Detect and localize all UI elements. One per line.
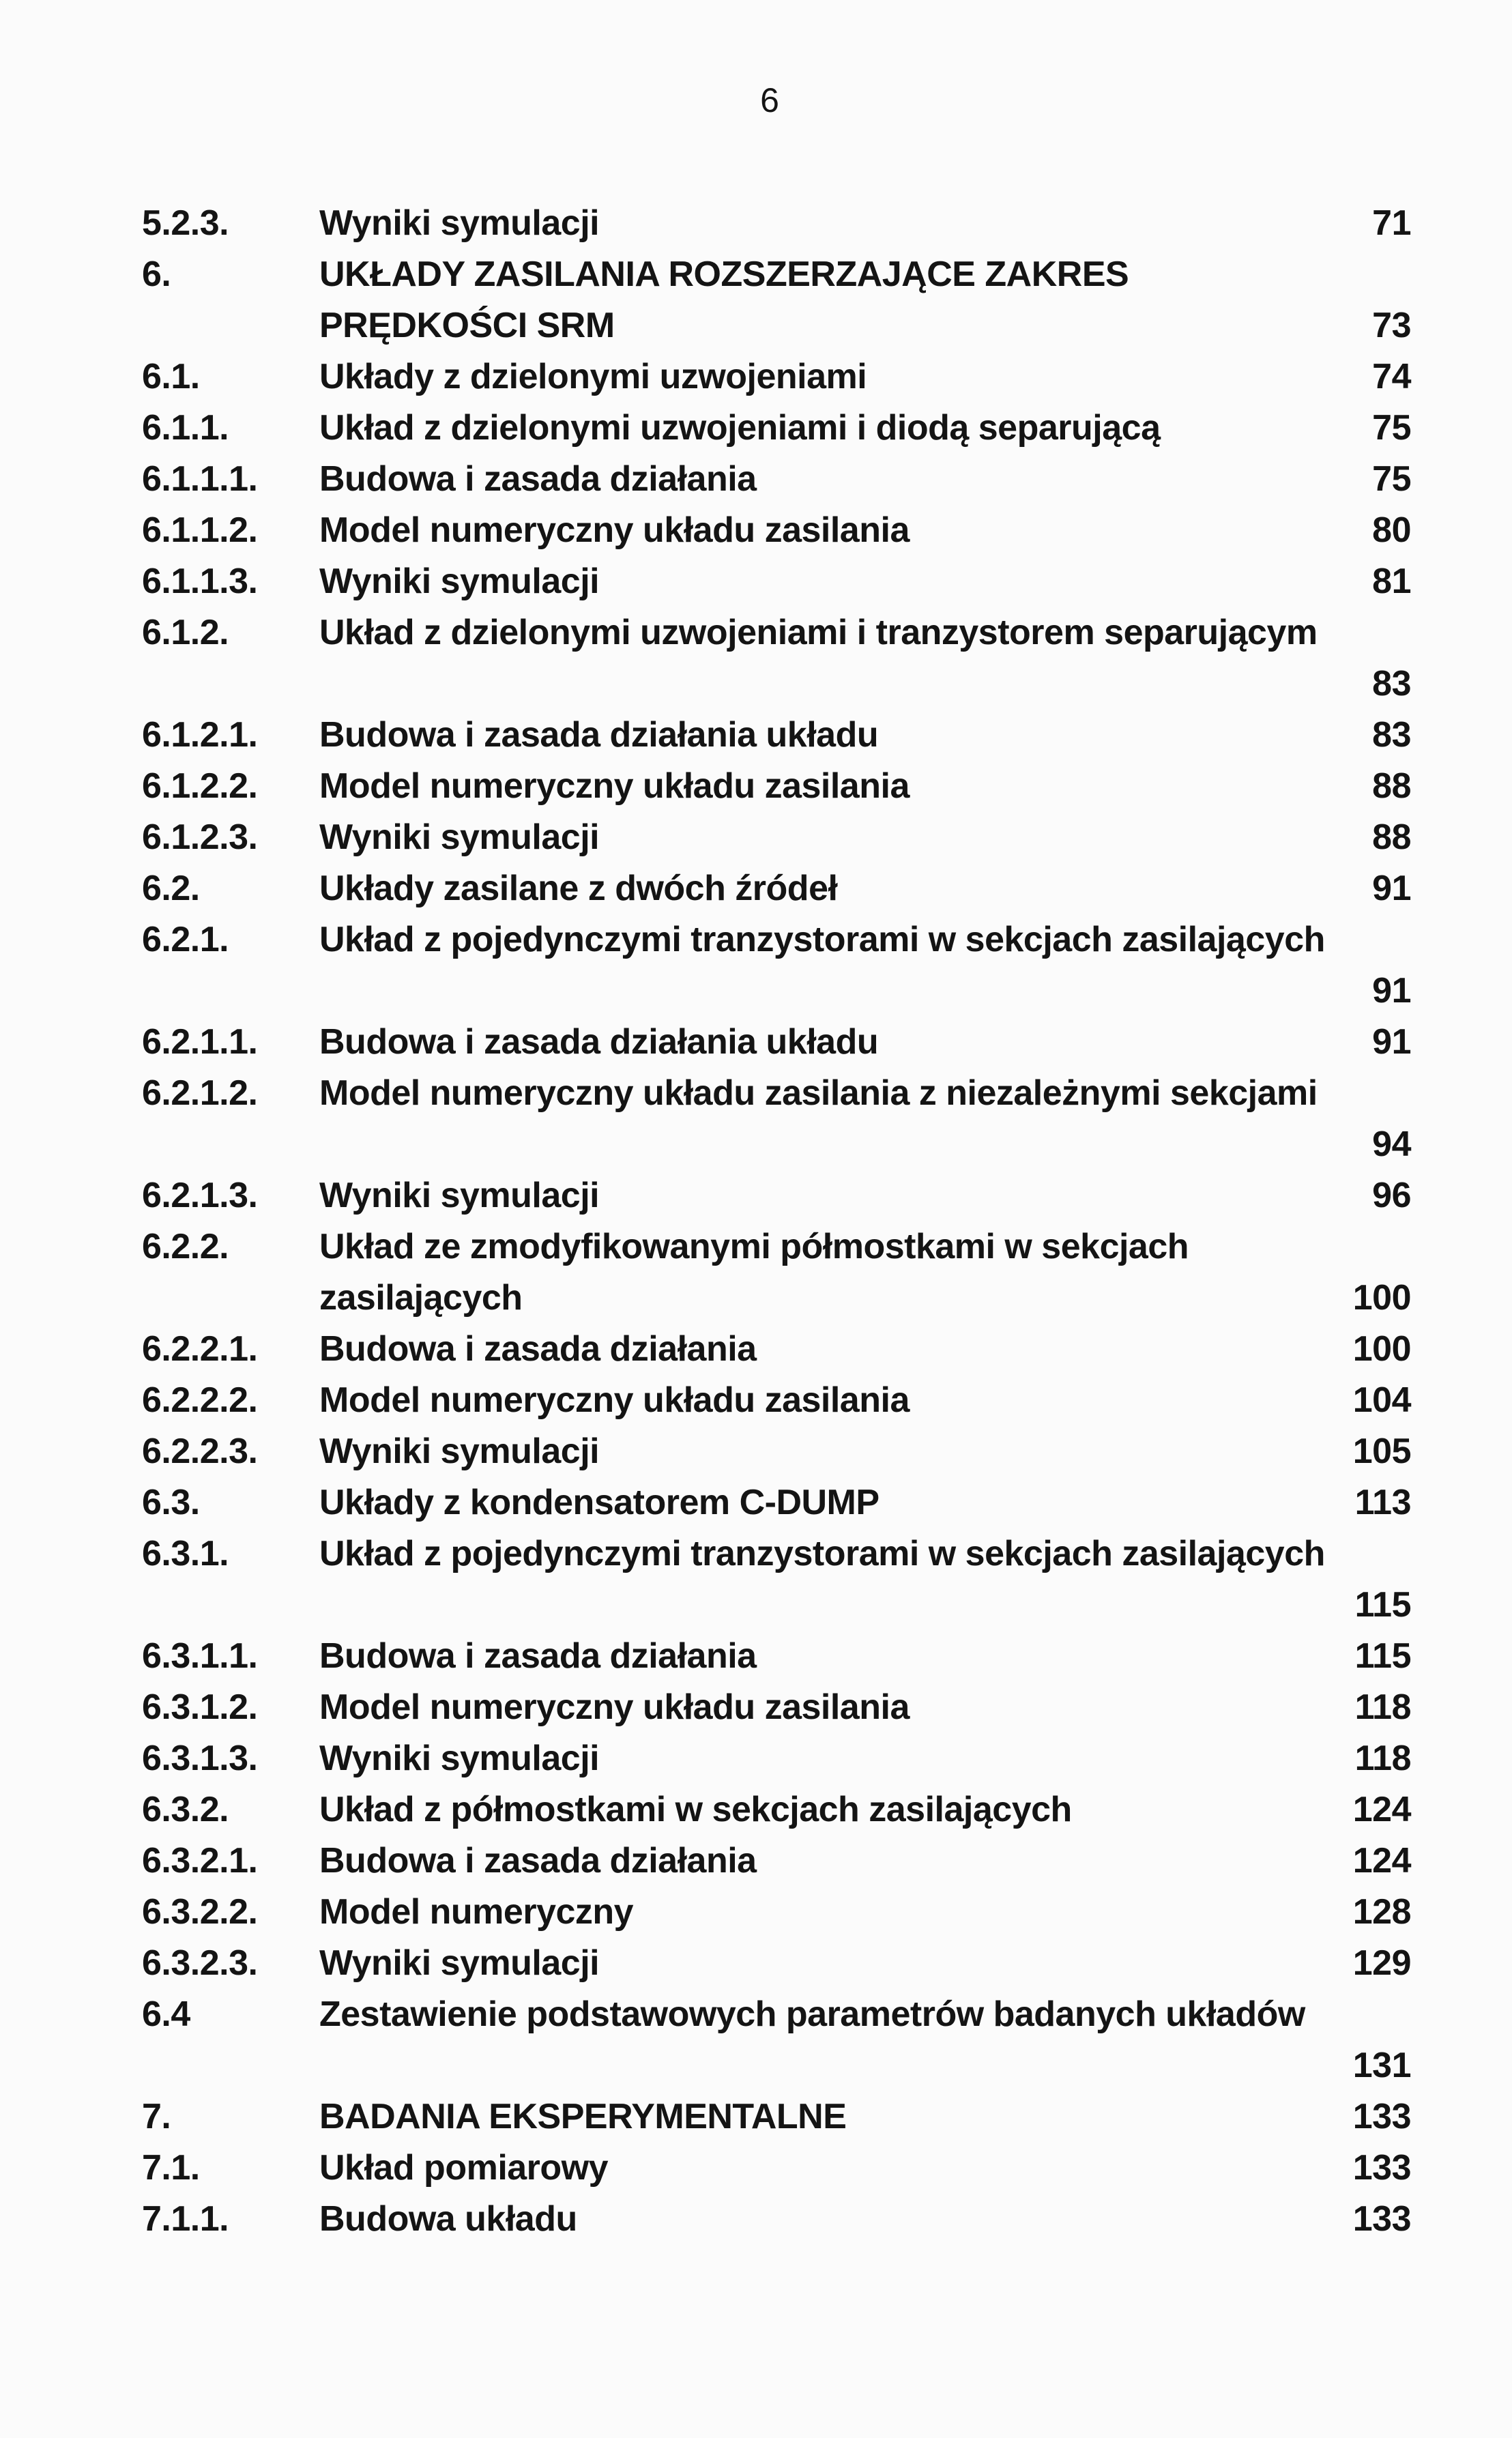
- toc-entry-page: 83: [1372, 664, 1411, 703]
- toc-entry-page: 133: [1352, 2148, 1411, 2188]
- toc-entry: [142, 2091, 1411, 2143]
- toc-entry-number: 6.1.: [142, 357, 200, 396]
- toc-entry-number: 7.: [142, 2097, 171, 2136]
- toc-entry: [142, 914, 1411, 1017]
- toc-entry-title: Układ z pojedynczymi tranzystorami w sekcjach zasilających: [319, 1534, 1325, 1573]
- toc-entry-page: 91: [1372, 869, 1411, 908]
- toc-entry-title: Budowa i zasada działania: [319, 1636, 757, 1676]
- toc-entry-number: 6.3.: [142, 1483, 200, 1522]
- toc-entry-title: Model numeryczny układu zasilania: [319, 510, 910, 550]
- toc-entry-number: 7.1.: [142, 2148, 200, 2188]
- toc-entry-title: Wyniki symulacji: [319, 1943, 600, 1983]
- toc-entry-number: 6.3.2.1.: [142, 1841, 258, 1881]
- toc-entry-title: BADANIA EKSPERYMENTALNE: [319, 2097, 847, 2136]
- toc-entry: [142, 1477, 1411, 1528]
- toc-entry-title: Model numeryczny układu zasilania: [319, 1687, 910, 1727]
- toc-entry-page: 133: [1352, 2199, 1411, 2239]
- toc-entry-title: Układ z półmostkami w sekcjach zasilających: [319, 1790, 1072, 1829]
- toc-entry-title: Wyniki symulacji: [319, 1739, 600, 1778]
- toc-entry-page: 115: [1354, 1636, 1411, 1676]
- toc-entry-number: 6.4: [142, 1994, 190, 2034]
- toc-entry-page: 91: [1372, 971, 1411, 1011]
- toc-entry-page: 81: [1372, 562, 1411, 601]
- toc-entry-number: 6.2.1.: [142, 920, 229, 959]
- toc-entry-page: 73: [1372, 306, 1411, 345]
- toc-entry: [142, 403, 1411, 454]
- toc-entry-page: 100: [1352, 1329, 1411, 1369]
- toc-entry-title: Układ ze zmodyfikowanymi półmostkami w sekcjach zasilających: [319, 1227, 1189, 1318]
- toc-entry-number: 6.2.2.3.: [142, 1432, 258, 1471]
- toc-entry-page: 115: [1354, 1585, 1411, 1625]
- toc-entry-page: 88: [1372, 817, 1411, 857]
- toc-entry-title: Wyniki symulacji: [319, 1176, 600, 1215]
- toc-entry-page: 100: [1352, 1278, 1411, 1318]
- toc-entry-page: 75: [1372, 459, 1411, 499]
- toc-entry-number: 6.3.2.: [142, 1790, 229, 1829]
- toc-entry-title: Model numeryczny: [319, 1892, 634, 1932]
- toc-entry: [142, 1528, 1411, 1631]
- toc-entry-title: Wyniki symulacji: [319, 562, 600, 601]
- toc-entry: [142, 2194, 1411, 2245]
- toc-entry-page: 91: [1372, 1022, 1411, 1062]
- toc-entry-page: 88: [1372, 766, 1411, 806]
- toc-entry-number: 6.1.2.1.: [142, 715, 258, 755]
- toc-entry-title: Budowa i zasada działania: [319, 1329, 757, 1369]
- toc-entry-title: Wyniki symulacji: [319, 203, 600, 243]
- toc-entry: [142, 607, 1411, 710]
- toc-entry-title: Układ z dzielonymi uzwojeniami i tranzystorem separującym: [319, 613, 1318, 652]
- toc-entry-number: 6.3.1.1.: [142, 1636, 258, 1676]
- toc-entry: [142, 1733, 1411, 1784]
- toc-entry: [142, 1938, 1411, 1989]
- toc-entry: [142, 1784, 1411, 1835]
- toc-entry-title: Wyniki symulacji: [319, 1432, 600, 1471]
- toc-entry-page: 133: [1352, 2097, 1411, 2136]
- toc-entry-title: Układ z dzielonymi uzwojeniami i diodą separującą: [319, 408, 1161, 448]
- toc-entry: [142, 2143, 1411, 2194]
- toc-entry-number: 6.3.2.2.: [142, 1892, 258, 1932]
- toc-entry-number: 6.2.: [142, 869, 200, 908]
- toc-entry-number: 6.1.2.: [142, 613, 229, 652]
- toc-entry-title: UKŁADY ZASILANIA ROZSZERZAJĄCE ZAKRES PRĘDKOŚCI SRM: [319, 255, 1129, 345]
- toc-entry-number: 6.2.1.2.: [142, 1073, 258, 1113]
- toc-entry-number: 6.2.2.: [142, 1227, 229, 1266]
- toc-entry: [142, 1426, 1411, 1477]
- page-number: 6: [760, 81, 779, 119]
- toc-entry: [142, 863, 1411, 914]
- toc-entry-number: 6.3.1.3.: [142, 1739, 258, 1778]
- toc-entry-page: 83: [1372, 715, 1411, 755]
- toc-entry: [142, 710, 1411, 761]
- toc-entry-number: 6.2.2.1.: [142, 1329, 258, 1369]
- toc-entry: [142, 505, 1411, 556]
- toc-entry: [142, 351, 1411, 403]
- toc-entry-title: Budowa i zasada działania: [319, 459, 757, 499]
- toc-entry: [142, 1682, 1411, 1733]
- toc-entry-title: Model numeryczny układu zasilania: [319, 1380, 910, 1420]
- toc-entry-title: Model numeryczny układu zasilania z niezależnymi sekcjami: [319, 1073, 1318, 1113]
- toc-entry-page: 129: [1352, 1943, 1411, 1983]
- toc-entry: [142, 812, 1411, 863]
- toc-entry-page: 128: [1352, 1892, 1411, 1932]
- toc-entry: [142, 1068, 1411, 1170]
- toc-entry-number: 6.1.2.2.: [142, 766, 258, 806]
- toc-entry-title: Układy z dzielonymi uzwojeniami: [319, 357, 867, 396]
- toc-entry: [142, 1170, 1411, 1221]
- toc-entry-number: 6.1.2.3.: [142, 817, 258, 857]
- toc-entry-title: Budowa i zasada działania układu: [319, 715, 879, 755]
- toc-entry-title: Układy z kondensatorem C-DUMP: [319, 1483, 879, 1522]
- toc-entry: [142, 1989, 1411, 2091]
- toc-entry-number: 6.1.1.: [142, 408, 229, 448]
- toc-entry-page: 71: [1372, 203, 1411, 243]
- toc-entry: [142, 761, 1411, 812]
- toc-entry-title: Budowa i zasada działania: [319, 1841, 757, 1881]
- toc-entry: [142, 198, 1411, 249]
- toc-entry-number: 6.1.1.1.: [142, 459, 258, 499]
- toc-entry: [142, 1631, 1411, 1682]
- toc-entry-title: Model numeryczny układu zasilania: [319, 766, 910, 806]
- toc-entry: [142, 556, 1411, 607]
- toc-entry: [142, 249, 1411, 351]
- toc-entry-page: 105: [1352, 1432, 1411, 1471]
- toc-entry-number: 6.1.1.2.: [142, 510, 258, 550]
- toc-entry: [142, 1887, 1411, 1938]
- toc-entry-number: 6.3.1.2.: [142, 1687, 258, 1727]
- toc-entry-title: Układy zasilane z dwóch źródeł: [319, 869, 838, 908]
- toc-entry-number: 7.1.1.: [142, 2199, 229, 2239]
- toc-entry-number: 6.2.1.3.: [142, 1176, 258, 1215]
- toc-entry-page: 124: [1352, 1841, 1411, 1881]
- toc-entry-number: 6.3.2.3.: [142, 1943, 258, 1983]
- toc-entry: [142, 1835, 1411, 1887]
- toc-entry-page: 118: [1354, 1687, 1411, 1727]
- toc-entry-title: Budowa układu: [319, 2199, 577, 2239]
- toc-entry-number: 6.: [142, 255, 171, 294]
- toc-entry-title: Zestawienie podstawowych parametrów badanych układów: [319, 1994, 1305, 2034]
- toc-entry-page: 124: [1352, 1790, 1411, 1829]
- toc-entry-page: 94: [1372, 1124, 1411, 1164]
- toc-entry-number: 6.3.1.: [142, 1534, 229, 1573]
- toc-entry: [142, 1221, 1411, 1324]
- toc-entry-number: 6.1.1.3.: [142, 562, 258, 601]
- toc-entry-title: Wyniki symulacji: [319, 817, 600, 857]
- toc-entry-page: 96: [1372, 1176, 1411, 1215]
- toc-entry-page: 113: [1354, 1483, 1411, 1522]
- toc-entry-page: 104: [1352, 1380, 1411, 1420]
- table-of-contents: [142, 198, 1411, 2245]
- toc-entry-number: 5.2.3.: [142, 203, 229, 243]
- toc-entry-page: 118: [1354, 1739, 1411, 1778]
- toc-entry: [142, 454, 1411, 505]
- toc-entry: [142, 1375, 1411, 1426]
- toc-entry-title: Budowa i zasada działania układu: [319, 1022, 879, 1062]
- toc-entry: [142, 1324, 1411, 1375]
- toc-entry-page: 80: [1372, 510, 1411, 550]
- toc-entry-title: Układ pomiarowy: [319, 2148, 609, 2188]
- toc-entry-page: 74: [1372, 357, 1411, 396]
- toc-entry-page: 75: [1372, 408, 1411, 448]
- toc-entry-title: Układ z pojedynczymi tranzystorami w sekcjach zasilających: [319, 920, 1325, 959]
- toc-entry: [142, 1017, 1411, 1068]
- toc-entry-number: 6.2.2.2.: [142, 1380, 258, 1420]
- toc-entry-number: 6.2.1.1.: [142, 1022, 258, 1062]
- toc-entry-page: 131: [1352, 2046, 1411, 2085]
